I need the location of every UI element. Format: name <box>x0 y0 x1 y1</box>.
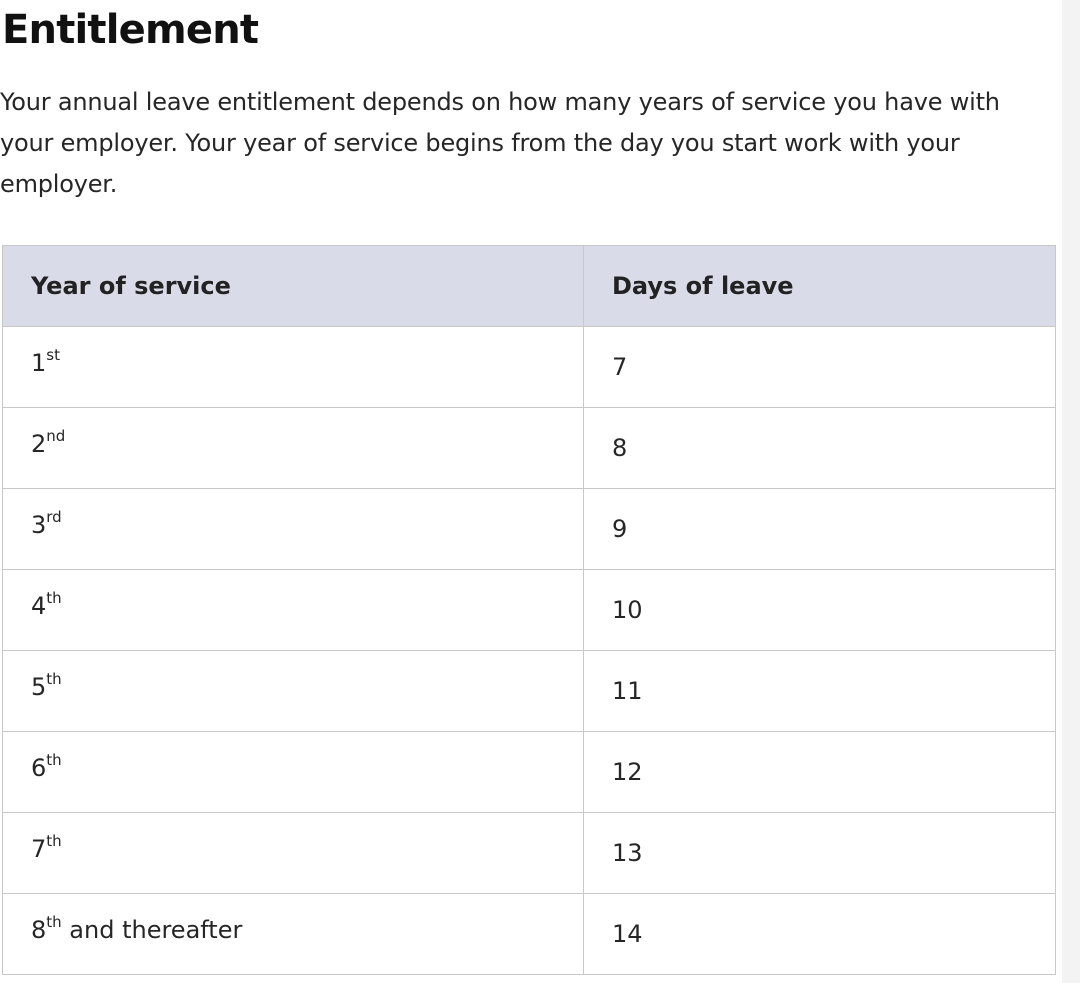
days-cell <box>584 813 1056 894</box>
days-value: 8 <box>612 434 628 462</box>
year-number: 3 <box>31 511 47 539</box>
year-ordinal-suffix: nd <box>46 427 66 445</box>
table-row <box>3 489 1056 570</box>
table-row <box>3 732 1056 813</box>
year-ordinal-suffix: st <box>46 346 60 364</box>
table-row <box>3 651 1056 732</box>
year-number: 7 <box>31 835 47 863</box>
days-value: 12 <box>612 758 643 786</box>
table-row <box>3 894 1056 975</box>
year-ordinal-suffix: th <box>46 751 62 769</box>
year-cell <box>3 327 584 408</box>
days-cell <box>584 732 1056 813</box>
year-cell <box>3 651 584 732</box>
year-ordinal-suffix: th <box>46 589 62 607</box>
days-value: 14 <box>612 920 643 948</box>
year-cell <box>3 732 584 813</box>
year-cell <box>3 813 584 894</box>
table-row <box>3 327 1056 408</box>
year-cell <box>3 489 584 570</box>
year-number: 1 <box>31 349 47 377</box>
table-row <box>3 813 1056 894</box>
days-value: 7 <box>612 353 628 381</box>
header-days-of-leave: Days of leave <box>584 246 1056 327</box>
days-value: 10 <box>612 596 643 624</box>
year-ordinal-suffix: rd <box>46 508 62 526</box>
year-number: 5 <box>31 673 47 701</box>
days-cell <box>584 408 1056 489</box>
year-number: 8 <box>31 916 47 944</box>
year-number: 6 <box>31 754 47 782</box>
days-cell <box>584 894 1056 975</box>
days-cell <box>584 327 1056 408</box>
days-cell <box>584 570 1056 651</box>
year-cell <box>3 894 584 975</box>
days-value: 11 <box>612 677 643 705</box>
year-extra-text: and thereafter <box>61 916 243 944</box>
days-cell <box>584 489 1056 570</box>
year-cell <box>3 570 584 651</box>
entitlement-table <box>2 245 1056 975</box>
days-value: 13 <box>612 839 643 867</box>
table-row <box>3 408 1056 489</box>
intro-paragraph: Your annual leave entitlement depends on how many years of service you have with your employer. Your year of service begins from the day you start work with your employer. <box>0 88 1000 198</box>
year-ordinal-suffix: th <box>46 913 62 931</box>
days-cell <box>584 651 1056 732</box>
header-year-of-service: Year of service <box>3 246 584 327</box>
year-ordinal-suffix: th <box>46 832 62 850</box>
year-cell <box>3 408 584 489</box>
table-row <box>3 570 1056 651</box>
days-value: 9 <box>612 515 628 543</box>
year-number: 4 <box>31 592 47 620</box>
year-ordinal-suffix: th <box>46 670 62 688</box>
year-number: 2 <box>31 430 47 458</box>
table-header-row <box>3 246 1056 327</box>
section-heading: Entitlement <box>2 7 259 53</box>
